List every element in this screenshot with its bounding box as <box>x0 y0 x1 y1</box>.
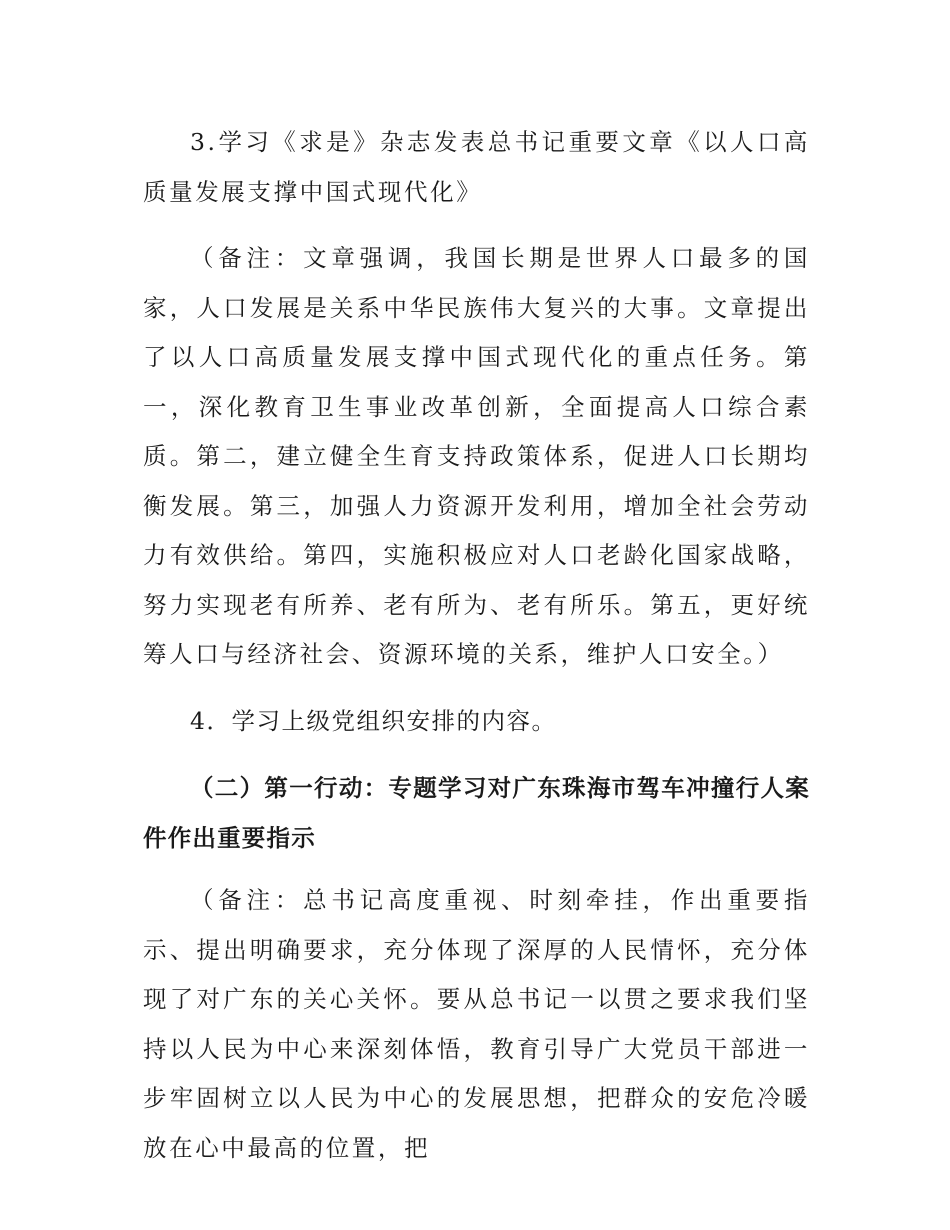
section-heading-first-action: （二）第一行动：专题学习对广东珠海市驾车冲撞行人案件作出重要指示 <box>143 774 810 852</box>
note-paragraph-instructions: （备注：总书记高度重视、时刻牵挂，作出重要指示、提出明确要求，充分体现了深厚的人民情怀，充分体现了对广东的关心关怀。要从总书记一以贯之要求我们坚持以人民为中心来深刻体悟，教育引导广大党员干部进一步牢固树立以人民为中心的发展思想，把群众的安危冷暖放在心中最高的位置，把 <box>143 886 810 1162</box>
note-paragraph-population: （备注：文章强调，我国长期是世界人口最多的国家，人口发展是关系中华民族伟大复兴的大事。文章提出了以人口高质量发展支撑中国式现代化的重点任务。第一，深化教育卫生事业改革创新，全面提高人口综合素质。第二，建立健全生育支持政策体系，促进人口长期均衡发展。第三，加强人力资源开发利用，增加全社会劳动力有效供给。第四，实施积极应对人口老龄化国家战略，努力实现老有所养、老有所为、老有所乐。第五，更好统筹人口与经济社会、资源环境的关系，维护人口安全。） <box>143 244 810 668</box>
item-3-study-qiushi-article: 3.学习《求是》杂志发表总书记重要文章《以人口高质量发展支撑中国式现代化》 <box>143 128 810 206</box>
item-4-study-superior-content: 4．学习上级党组织安排的内容。 <box>190 707 557 735</box>
